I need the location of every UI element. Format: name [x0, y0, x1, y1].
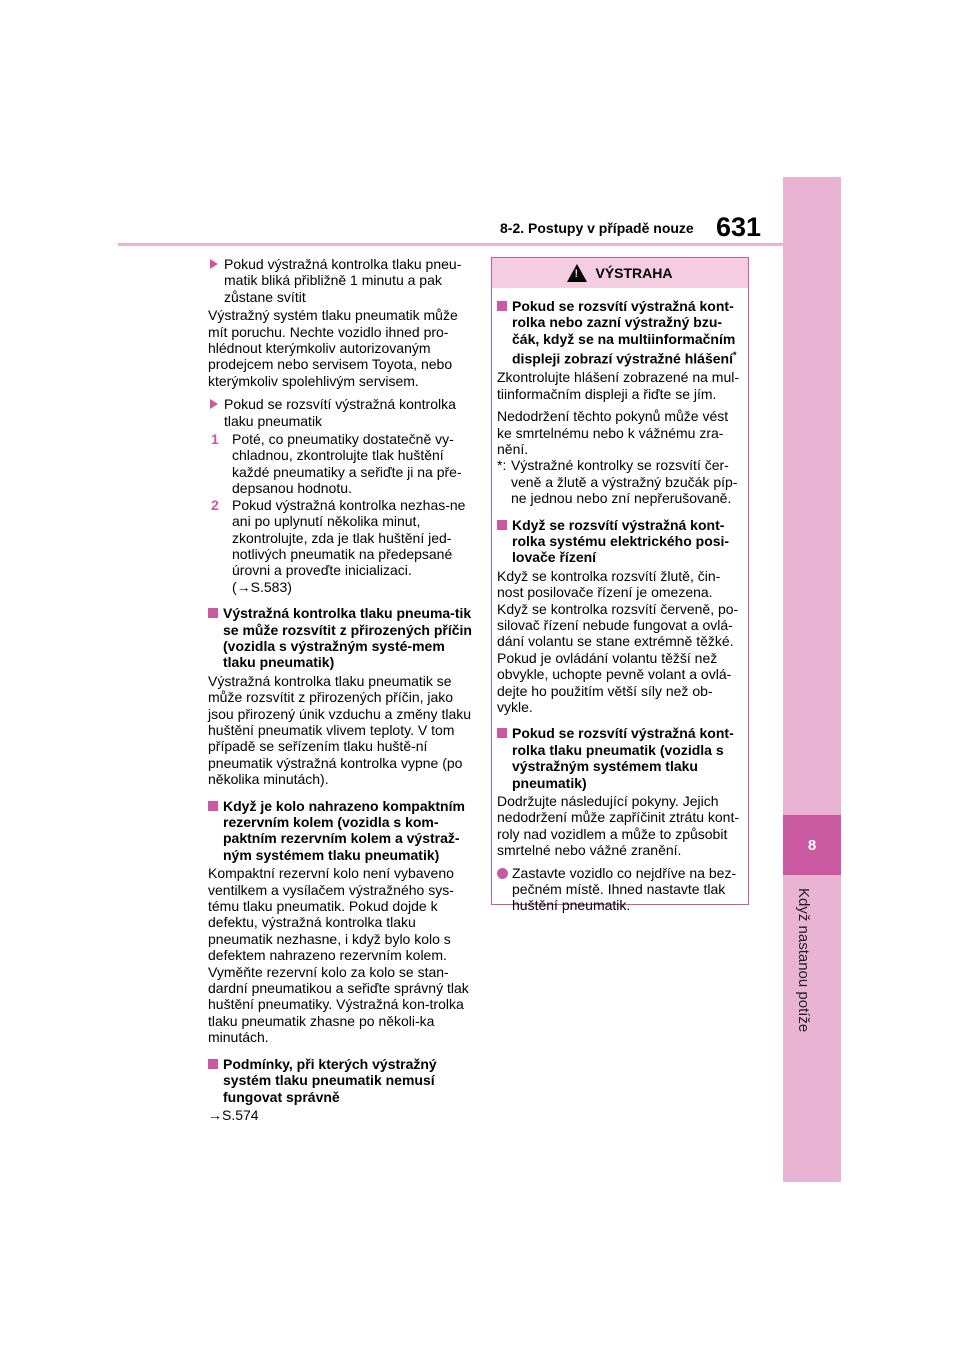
triangle-item [208, 396, 474, 429]
warning-triangle-icon: ! [567, 264, 587, 282]
page-number: 631 [716, 212, 762, 242]
paragraph: Zkontrolujte hlášení zobrazené na mul-tiinformačním displeji a řiďte se jím. [497, 369, 740, 402]
triangle-item [208, 256, 474, 305]
page-reference: →S.574 [208, 1106, 259, 1123]
square-bullet-icon [208, 801, 218, 811]
chapter-number: 8 [783, 815, 841, 875]
square-bullet-icon [497, 728, 507, 738]
bullet-item [497, 865, 743, 914]
paragraph: Když se kontrolka rozsvítí žlutě, čin-nost posilovače řízení je omezena. Když se kontrolka rozsvítí červeně, po-silovač řízení nebude fungovat a ovlá-dání volantu se stane extrémně těžké. Pokud je ovládání volantu těžší než obvykle, uchopte pevně volant a ovlá-dejte ho použitím větší síly než ob-vykle. [497, 567, 739, 715]
step-text: Pokud výstražná kontrolka nezhas-ne ani po uplynutí několika minut, zkontrolujte, zda je tlak huštění jed-notlivých pneumatik na předepsané úrovni a proveďte inicializaci. (→S.583) [232, 496, 466, 595]
square-bullet-icon [497, 301, 507, 311]
section-heading [208, 1056, 474, 1105]
footnote-text: Výstražné kontrolky se rozsvítí čer-veně a žlutě a výstražný bzučák píp-ne jednou nebo zní nepřerušovaně. [511, 457, 738, 507]
triangle-bullet-icon [210, 399, 218, 409]
heading-text: Když se rozsvítí výstražná kont-rolka systému elektrického posi-lovače řízení [512, 516, 730, 566]
step-number: 1 [211, 431, 219, 448]
heading-text: Pokud se rozsvítí výstražná kont-rolka nebo zazní výstražný bzu-čák, když se na multiinformačním displeji zobrazí výstražné hlášení [512, 298, 736, 367]
square-bullet-icon [208, 608, 218, 618]
left-column [208, 256, 474, 1130]
heading-text: Když je kolo nahrazeno kompaktním rezervním kolem (vozidla s kom-paktním rezervním kolem a výstraž-ným systémem tlaku pneumatik) [223, 797, 465, 863]
section-title: 8-2. Postupy v případě nouze [500, 220, 694, 236]
paragraph: Kompaktní rezervní kolo není vybaveno ventilkem a vysílačem výstražného sys-tému tlaku pneumatik. Pokud dojde k defektu, výstražná kontrolka tlaku pneumatik nezhasne, i když bylo kolo s defektem nahrazeno rezervním kolem. Vyměňte rezervní kolo za kolo se stan-dardní pneumatikou a seřiďte správný tlak huštění pneumatiky. Výstražná kon-trolka tlaku pneumatik zhasne po několi-ka minutách. [208, 865, 469, 1046]
step-number: 2 [211, 496, 219, 513]
numbered-step [208, 497, 474, 595]
warning-box [491, 257, 749, 914]
footnote [497, 457, 743, 506]
footnote-mark: *: [497, 457, 507, 474]
warning-header [492, 258, 748, 288]
chapter-title: Když nastanou potíže [795, 888, 812, 1033]
warning-heading [497, 517, 743, 566]
triangle-item-text: Pokud se rozsvítí výstražná kontrolka tlaku pneumatik [224, 396, 456, 429]
header-rule [118, 243, 783, 246]
warning-title: VÝSTRAHA [595, 265, 673, 281]
chapter-side-tab [783, 177, 841, 1182]
paragraph: Výstražná kontrolka tlaku pneumatik se může rozsvítit z přirozených příčin, jako jsou přirozený únik vzduchu a změny tlaku huštění pneumatik vlivem teploty. V tom případě se seřízením tlaku huště-ní pneumatik výstražná kontrolka vypne (po několika minutách). [208, 672, 472, 788]
square-bullet-icon [497, 520, 507, 530]
step-text: Poté, co pneumatiky dostatečně vy-chladnou, zkontrolujte tlak huštění každé pneumatiky a seřiďte ji na pře-depsanou hodnotu. [232, 431, 462, 497]
bullet-text: Zastavte vozidlo co nejdříve na bez-pečném místě. Ihned nastavte tlak huštění pneumatik. [512, 864, 737, 914]
numbered-step [208, 431, 474, 497]
heading-text: Pokud se rozsvítí výstražná kont-rolka tlaku pneumatik (vozidla s výstražným systémem tlaku pneumatik) [512, 725, 734, 791]
triangle-bullet-icon [210, 259, 218, 269]
heading-text: Výstražná kontrolka tlaku pneuma-tik se může rozsvítit z přirozených příčin (vozidla s výstražným systé-mem tlaku pneumatik) [223, 605, 472, 671]
warning-body [492, 288, 748, 914]
paragraph: Výstražný systém tlaku pneumatik může mít poruchu. Nechte vozidlo ihned pro-hlédnout kterýmkoliv autorizovaným prodejcem nebo servisem Toyota, nebo kterýmkoliv spolehlivým servisem. [208, 307, 458, 389]
warning-heading [497, 725, 743, 791]
section-heading [208, 605, 474, 671]
square-bullet-icon [208, 1059, 218, 1069]
triangle-item-text: Pokud výstražná kontrolka tlaku pneu-matik bliká přibližně 1 minutu a pak zůstane svítit [224, 256, 462, 305]
footnote-marker: * [732, 350, 737, 361]
section-heading [208, 798, 474, 864]
paragraph: Dodržujte následující pokyny. Jejich nedodržení může zapříčinit ztrátu kont-roly nad vozidlem a může to způsobit smrtelné nebo vážné zranění. [497, 793, 740, 859]
paragraph: Nedodržení těchto pokynů může vést ke smrtelnému nebo k vážnému zra-nění. [497, 408, 729, 457]
circle-bullet-icon [497, 868, 508, 879]
warning-heading [497, 298, 743, 367]
heading-text: Podmínky, při kterých výstražný systém tlaku pneumatik nemusí fungovat správně [223, 1055, 437, 1105]
